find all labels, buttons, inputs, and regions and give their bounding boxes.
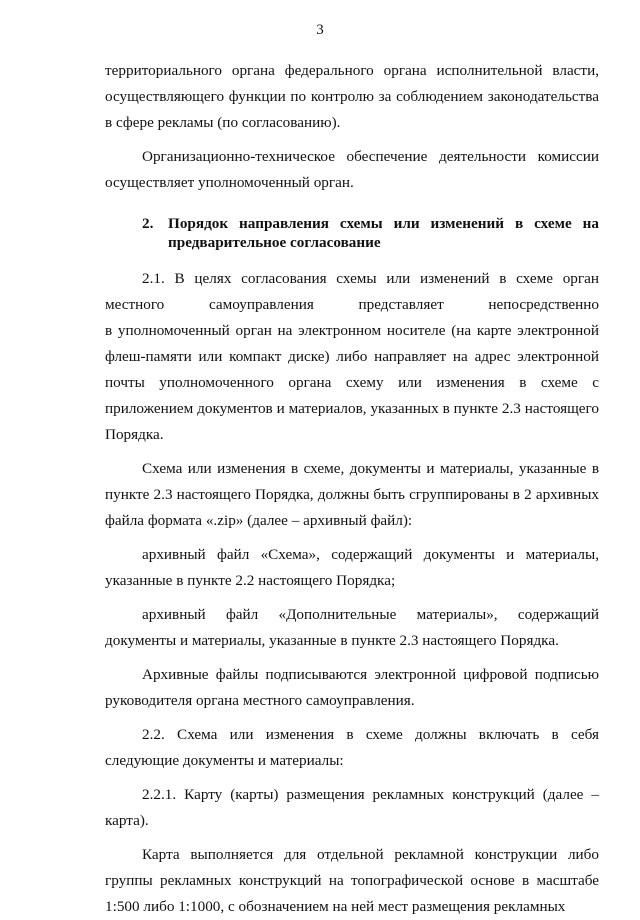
page-number: 3 xyxy=(316,22,324,38)
paragraph-commission-member: территориального органа федерального органа исполнительной власти, осуществляющего функции по контролю за соблюдением законодательства в сфере рекламы (по согласованию). xyxy=(105,62,599,131)
paragraph-2-1 xyxy=(105,266,599,448)
paragraph-map-scale: Карта выполняется для отдельной рекламной конструкции либо группы рекламных конструкций на топографической основе в масштабе 1:500 либо 1:1000, с обозначением на ней мест размещения рекламных xyxy=(105,846,599,915)
paragraph-archive-additional: архивный файл «Дополнительные материалы», содержащий документы и материалы, указанные в пункте 2.3 настоящего Порядка. xyxy=(105,606,599,649)
section-heading xyxy=(105,214,599,252)
paragraph-2-1-rest: в уполномоченный орган на электронном носителе (на карте электронной флеш-памяти или компакт диске) либо направляет на адрес электронной почты уполномоченного органа схему или изменения в схеме с приложением документов и материалов, указанных в пункте 2.3 настоящего Порядка. xyxy=(105,322,599,443)
paragraph-digital-signature: Архивные файлы подписываются электронной цифровой подписью руководителя органа местного самоуправления. xyxy=(105,666,599,709)
paragraph-archive-scheme: архивный файл «Схема», содержащий документы и материалы, указанные в пункте 2.2 настоящего Порядка; xyxy=(105,546,599,589)
paragraph-archive-grouping: Схема или изменения в схеме, документы и материалы, указанные в пункте 2.3 настоящего Порядка, должны быть сгруппированы в 2 архивных файла формата «.zip» (далее – архивный файл): xyxy=(105,460,599,529)
section-number: 2. xyxy=(142,215,154,232)
paragraph-2-1-line-2: местного самоуправления представляет непосредственно xyxy=(105,296,599,313)
paragraph-2-2-1: 2.2.1. Карту (карты) размещения рекламных конструкций (далее – карта). xyxy=(105,786,599,829)
paragraph-2-1-line-1: 2.1. В целях согласования схемы или изменений в схеме орган xyxy=(142,270,599,287)
section-title: Порядок направления схемы или изменений в схеме на предварительное согласование xyxy=(168,215,599,251)
paragraph-2-2: 2.2. Схема или изменения в схеме должны включать в себя следующие документы и материалы: xyxy=(105,726,599,769)
paragraph-org-support: Организационно-техническое обеспечение деятельности комиссии осуществляет уполномоченный орган. xyxy=(105,148,599,191)
document-body xyxy=(105,58,599,920)
